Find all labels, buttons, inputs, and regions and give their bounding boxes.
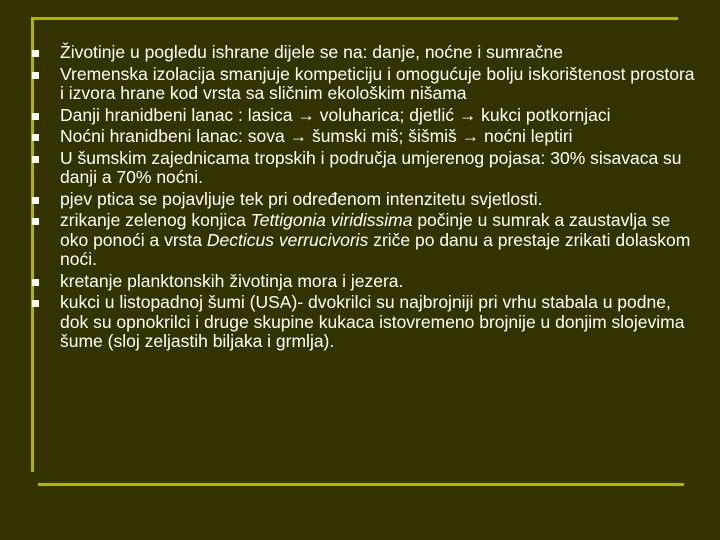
text-run: Noćni hranidbeni lanac: sova → šumski miš; šišmiš → noćni leptiri	[60, 126, 573, 146]
square-bullet-icon	[32, 113, 39, 120]
frame-top-line	[31, 17, 678, 20]
text-run: kretanje planktonskih životinja mora i jezera.	[60, 270, 404, 291]
bullet-list	[32, 43, 696, 354]
text-run: U šumskim zajednicama tropskih i područja umjerenog pojasa: 30% sisavaca su danji a 70% noćni.	[60, 147, 682, 187]
square-bullet-icon	[32, 134, 39, 141]
text-run: počinje u sumrak a zaustavlja se oko ponoći a vrsta	[60, 210, 671, 250]
bullet-text	[60, 148, 682, 188]
text-run: kukci u listopadnoj šumi (USA)- dvokrilci su najbrojniji pri vrhu stabala u podne, dok su opnokrilci i druge skupine kukaca istovremeno brojnije u donjim slojevima šume (sloj zeljastih biljaka i grmlja).	[60, 292, 685, 351]
bullet-item	[32, 65, 696, 104]
bullet-text	[60, 126, 573, 146]
square-bullet-icon	[32, 50, 39, 57]
bullet-item	[32, 211, 696, 270]
text-run: Vremenska izolacija smanjuje kompeticiju i omogućuje bolju iskorištenost prostora i izvora hrane kod vrsta sa sličnim ekološkim nišama	[60, 63, 695, 103]
frame-bottom-line	[38, 483, 684, 486]
square-bullet-icon	[32, 300, 39, 307]
text-run: zriče po danu a prestaje zrikati dolaskom noći.	[60, 229, 691, 269]
bullet-text	[60, 64, 695, 104]
bullet-text	[60, 189, 542, 209]
bullet-text	[60, 292, 684, 351]
square-bullet-icon	[32, 72, 39, 79]
text-run: zrikanje zelenog konjica	[60, 210, 251, 230]
text-run: Danji hranidbeni lanac : lasica → voluharica; djetlić → kukci potkornjaci	[60, 104, 611, 125]
square-bullet-icon	[32, 279, 39, 286]
species-name: Tettigonia viridissima	[250, 210, 413, 230]
bullet-item	[32, 127, 696, 147]
square-bullet-icon	[32, 156, 39, 163]
bullet-item	[32, 293, 696, 352]
text-run: pjev ptica se pojavljuje tek pri određenom intenzitetu svjetlosti.	[60, 188, 543, 209]
bullet-text	[60, 210, 690, 269]
bullet-item	[32, 272, 696, 292]
bullet-text	[60, 105, 611, 125]
bullet-text	[60, 42, 563, 62]
bullet-text	[60, 271, 403, 291]
bullet-item	[32, 106, 696, 126]
species-name: Decticus verrucivoris	[206, 229, 369, 250]
text-run: Životinje u pogledu ishrane dijele se na: danje, noćne i sumračne	[60, 42, 563, 62]
square-bullet-icon	[32, 218, 39, 225]
square-bullet-icon	[32, 197, 39, 204]
bullet-item	[32, 149, 696, 188]
bullet-item	[32, 190, 696, 210]
bullet-item	[32, 43, 696, 63]
